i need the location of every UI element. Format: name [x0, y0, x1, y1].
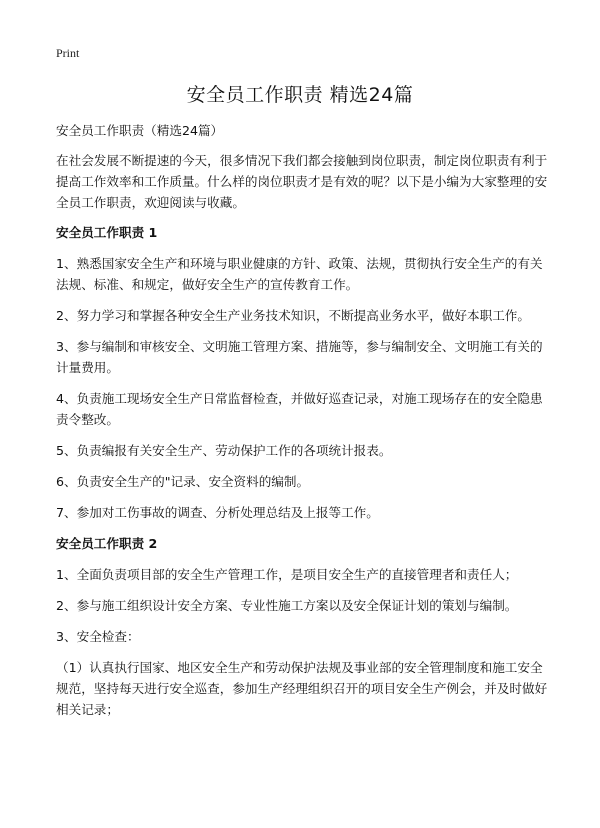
list-item: 1、全面负责项目部的安全生产管理工作，是项目安全生产的直接管理者和责任人；: [56, 567, 518, 582]
section-heading-2: 安全员工作职责 2: [56, 536, 158, 551]
list-item: 2、参与施工组织设计安全方案、专业性施工方案以及安全保证计划的策划与编制。: [56, 598, 518, 613]
list-item: 3、安全检查：: [56, 629, 140, 644]
page-title: 安全员工作职责 精选24篇: [186, 84, 414, 106]
article-subtitle: 安全员工作职责（精选24篇）: [56, 123, 224, 138]
list-item: 1、熟悉国家安全生产和环境与职业健康的方针、政策、法规，贯彻执行安全生产的有关法规、标准、和规定，做好安全生产的宣传教育工作。: [56, 256, 543, 292]
section-heading-1: 安全员工作职责 1: [56, 225, 158, 240]
print-link[interactable]: Print: [56, 46, 80, 60]
intro-paragraph: 在社会发展不断提速的今天，很多情况下我们都会接触到岗位职责，制定岗位职责有利于提高工作效率和工作质量。什么样的岗位职责才是有效的呢？以下是小编为大家整理的安全员工作职责，欢迎阅读与收藏。: [56, 153, 548, 210]
list-item: 7、参加对工伤事故的调查、分析处理总结及上报等工作。: [56, 505, 379, 520]
list-item: 6、负责安全生产的"记录、安全资料的编制。: [56, 474, 310, 489]
list-item: 3、参与编制和审核安全、文明施工管理方案、措施等，参与编制安全、文明施工有关的计量费用。: [56, 339, 543, 375]
list-item: 2、努力学习和掌握各种安全生产业务技术知识，不断提高业务水平，做好本职工作。: [56, 308, 530, 323]
list-item: 4、负责施工现场安全生产日常监督检查，并做好巡查记录，对施工现场存在的安全隐患责令整改。: [56, 391, 543, 427]
list-item: （1）认真执行国家、地区安全生产和劳动保护法规及事业部的安全管理制度和施工安全规范，坚持每天进行安全巡查，参加生产经理组织召开的项目安全生产例会，并及时做好相关记录；: [56, 660, 548, 717]
list-item: 5、负责编报有关安全生产、劳动保护工作的各项统计报表。: [56, 443, 392, 458]
article-body: [56, 120, 548, 730]
